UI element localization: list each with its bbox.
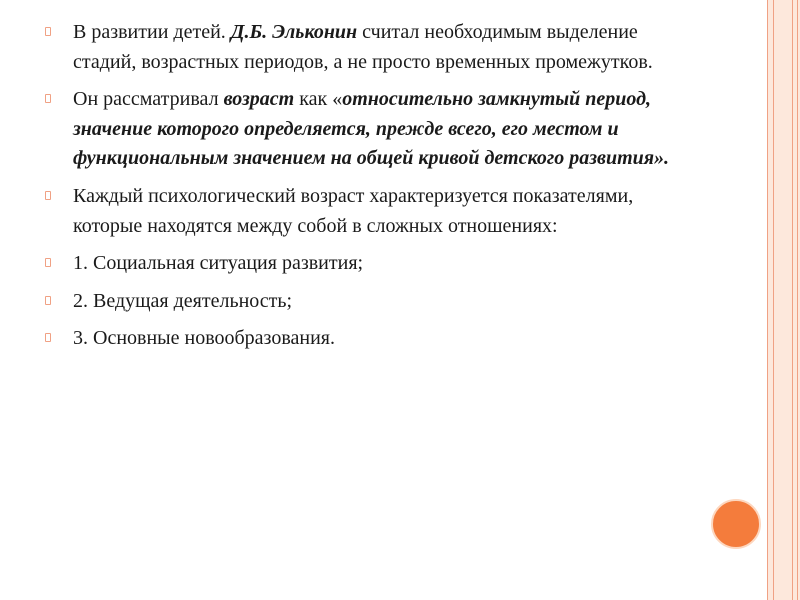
band-line: [773, 0, 774, 600]
list-item: [45, 18, 685, 77]
text-run: как «: [294, 88, 343, 111]
text-run: В развитии детей.: [73, 21, 231, 43]
square-bullet-icon: [45, 295, 54, 307]
text-run: 1. Социальная ситуация развития;: [73, 252, 364, 275]
square-bullet-icon: [45, 93, 54, 105]
square-bullet-icon: [45, 332, 54, 344]
band-line: [797, 0, 798, 600]
band-line: [792, 0, 793, 600]
list-item: [45, 324, 685, 354]
text-run: Он рассматривал: [73, 88, 224, 111]
text-run: Каждый психологический возраст характеризуется показателями, которые находятся между собой в сложных отношениях:: [73, 184, 634, 237]
decorative-circle: [711, 499, 761, 549]
square-bullet-icon: [45, 257, 54, 269]
text-run: считал необходимым выделение стадий, возрастных периодов, а не просто временных промежутков.: [73, 21, 653, 73]
list-item: [45, 182, 685, 241]
list-item: [45, 287, 685, 317]
square-bullet-icon: [45, 190, 54, 202]
band-line: [767, 0, 768, 600]
text-run: 3. Основные новообразования.: [73, 327, 335, 350]
square-bullet-icon: [45, 26, 54, 38]
list-item: [45, 85, 685, 174]
quote-definition: относительно замкнутый период, значение которого определяется, прежде всего, его местом и функциональным значением на общей кривой детского развития».: [73, 88, 670, 170]
author-name: Д.Б. Эльконин: [230, 21, 358, 43]
bullet-list: [45, 18, 685, 362]
emphasis-term: возраст: [223, 88, 295, 111]
text-run: 2. Ведущая деятельность;: [73, 289, 293, 312]
list-item: [45, 249, 685, 279]
decorative-side-band: [767, 0, 800, 600]
